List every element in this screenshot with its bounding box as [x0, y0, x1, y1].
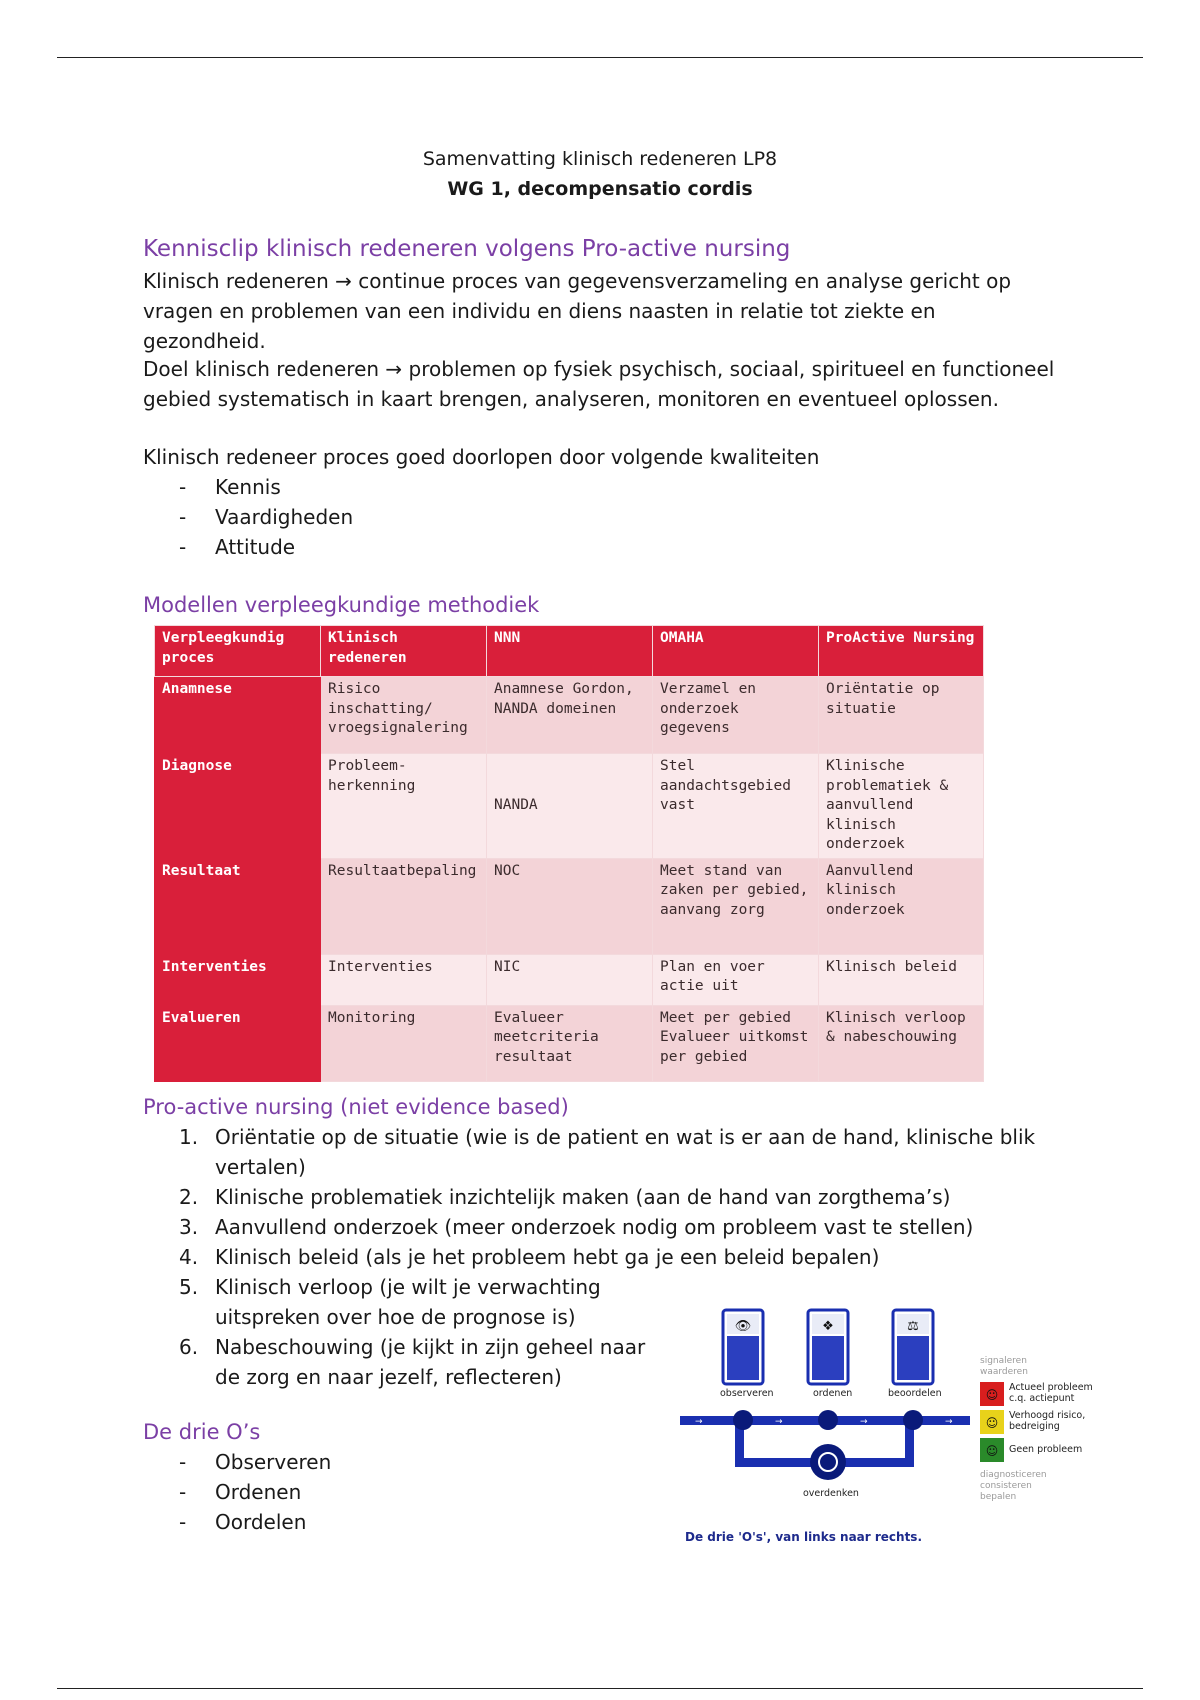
- row-header: Resultaat: [155, 858, 321, 954]
- paragraph-goal: Doel klinisch redeneren → problemen op fysiek psychisch, sociaal, spiritueel en functioneel gebied systematisch in kaart brengen, analyseren, monitoren en eventueel oplossen.: [143, 357, 1055, 411]
- paragraph-qualities: Klinisch redeneer proces goed doorlopen door volgende kwaliteiten: [143, 445, 820, 469]
- list-item: - Observeren: [143, 1447, 331, 1477]
- table-row: [155, 677, 984, 754]
- step-text: Nabeschouwing (je kijkt in zijn geheel naar de zorg en naar jezelf, reflecteren): [215, 1335, 646, 1389]
- svg-text:⚖: ⚖: [907, 1319, 919, 1334]
- ordenen-node: [818, 1410, 838, 1430]
- step-text: Oriëntatie op de situatie (wie is de patient en wat is er aan de hand, klinische blik vertalen): [215, 1125, 1036, 1179]
- label-observeren: observeren: [720, 1388, 774, 1399]
- table-cell: Klinische problematiek & aanvullend klinisch onderzoek: [819, 754, 984, 859]
- list-item: [143, 1272, 655, 1332]
- step-text: Aanvullend onderzoek (meer onderzoek nodig om probleem vast te stellen): [215, 1215, 974, 1239]
- paragraph-definition: Klinisch redeneren → continue proces van gegevensverzameling en analyse gericht op vragen en problemen van een individu en diens naasten in relatie tot ziekte en gezondheid.: [143, 269, 1012, 353]
- column-header: OMAHA: [653, 626, 819, 677]
- list-item: [143, 1182, 1085, 1212]
- step-number: 5.: [179, 1275, 199, 1299]
- step-number: 4.: [179, 1245, 199, 1269]
- table-cell: Aanvullend klinisch onderzoek: [819, 858, 984, 954]
- table-cell: Evalueer meetcriteria resultaat: [487, 1005, 653, 1081]
- side-text-diagnosticeren: diagnosticeren: [980, 1470, 1047, 1480]
- table-row: [155, 858, 984, 954]
- table-cell: Risico inschatting/ vroegsignalering: [321, 677, 487, 754]
- legend-text-red: Actueel probleem c.q. actiepunt: [1009, 1382, 1093, 1404]
- bottom-rule: [57, 1688, 1143, 1689]
- column-header: Verpleegkundig proces: [155, 626, 321, 677]
- svg-text:👁: 👁: [734, 1319, 752, 1334]
- side-text-consisteren: consisteren: [980, 1481, 1032, 1491]
- list-item: [143, 1122, 1085, 1182]
- section-heading-pro-active: Pro-active nursing (niet evidence based): [143, 1095, 569, 1119]
- step-number: 1.: [179, 1125, 199, 1149]
- step-text: Klinisch beleid (als je het probleem hebt ga je een beleid bepalen): [215, 1245, 880, 1269]
- table-cell: Resultaatbepaling: [321, 858, 487, 954]
- column-header: NNN: [487, 626, 653, 677]
- svg-text:☺: ☺: [985, 1388, 999, 1402]
- table-cell: Klinisch verloop & nabeschouwing: [819, 1005, 984, 1081]
- table-cell: NANDA: [487, 754, 653, 859]
- svg-text:→: →: [945, 1417, 953, 1427]
- observeren-gauge: [723, 1310, 763, 1384]
- table-header-row: [155, 626, 984, 677]
- list-item: - Attitude: [143, 532, 353, 562]
- table-cell: Klinisch beleid: [819, 954, 984, 1005]
- label-beoordelen: beoordelen: [888, 1388, 942, 1399]
- svg-text:→: →: [775, 1417, 783, 1427]
- row-header: Anamnese: [155, 677, 321, 754]
- table-cell: Verzamel en onderzoek gegevens: [653, 677, 819, 754]
- legend-text-green: Geen probleem: [1009, 1444, 1083, 1455]
- table-cell: Interventies: [321, 954, 487, 1005]
- table-cell: Anamnese Gordon, NANDA domeinen: [487, 677, 653, 754]
- side-text-bepalen: bepalen: [980, 1492, 1017, 1502]
- qualities-list: [143, 472, 353, 562]
- table-row: [155, 754, 984, 859]
- row-header: Interventies: [155, 954, 321, 1005]
- document-title: Samenvatting klinisch redeneren LP8: [422, 148, 778, 170]
- step-number: 6.: [179, 1335, 199, 1359]
- top-rule: [57, 57, 1143, 58]
- figure-caption: De drie 'O's', van links naar rechts.: [685, 1530, 923, 1544]
- row-header: Diagnose: [155, 754, 321, 859]
- table-cell: Stel aandachtsgebied vast: [653, 754, 819, 859]
- list-item: - Oordelen: [143, 1507, 331, 1537]
- table-cell: Plan en voer actie uit: [653, 954, 819, 1005]
- svg-text:→: →: [695, 1417, 703, 1427]
- beoordelen-gauge: [893, 1310, 933, 1384]
- list-item: [143, 1242, 1085, 1272]
- table-row: [155, 1005, 984, 1081]
- list-item: [143, 1332, 655, 1392]
- table-cell: Probleem-herkenning: [321, 754, 487, 859]
- observeren-node: [733, 1410, 753, 1430]
- beoordelen-node: [903, 1410, 923, 1430]
- label-overdenken: overdenken: [803, 1488, 859, 1499]
- table-row: [155, 954, 984, 1005]
- table-cell: Meet per gebied Evalueer uitkomst per gebied: [653, 1005, 819, 1081]
- ordenen-gauge: [808, 1310, 848, 1384]
- label-ordenen: ordenen: [813, 1388, 853, 1399]
- column-header: Klinisch redeneren: [321, 626, 487, 677]
- svg-text:❖: ❖: [822, 1319, 834, 1334]
- step-text: Klinisch verloop (je wilt je verwachting uitspreken over hoe de prognose is): [215, 1275, 601, 1329]
- step-number: 3.: [179, 1215, 199, 1239]
- list-item: [143, 1212, 1085, 1242]
- svg-text:☺: ☺: [985, 1416, 999, 1430]
- overdenken-node: [810, 1444, 846, 1480]
- table-cell: NOC: [487, 858, 653, 954]
- list-item: - Vaardigheden: [143, 502, 353, 532]
- list-item: - Kennis: [143, 472, 353, 502]
- table-cell: Meet stand van zaken per gebied, aanvang zorg: [653, 858, 819, 954]
- document-subtitle: WG 1, decompensatio cordis: [447, 178, 753, 200]
- row-header: Evalueren: [155, 1005, 321, 1081]
- table-cell: Monitoring: [321, 1005, 487, 1081]
- table-cell: NIC: [487, 954, 653, 1005]
- svg-text:→: →: [860, 1417, 868, 1427]
- drie-os-diagram: [675, 1300, 1105, 1550]
- side-text-waarderen: waarderen: [980, 1367, 1028, 1377]
- section-heading-kennisclip: Kennisclip klinisch redeneren volgens Pro-active nursing: [143, 236, 791, 262]
- drie-os-list: [143, 1447, 331, 1537]
- column-header: ProActive Nursing: [819, 626, 984, 677]
- section-heading-modellen: Modellen verpleegkundige methodiek: [143, 593, 540, 617]
- list-item: - Ordenen: [143, 1477, 331, 1507]
- step-number: 2.: [179, 1185, 199, 1209]
- legend-text-yellow: Verhoogd risico, bedreiging: [1009, 1410, 1086, 1432]
- step-text: Klinische problematiek inzichtelijk maken (aan de hand van zorgthema’s): [215, 1185, 951, 1209]
- methodiek-table: [154, 625, 984, 1082]
- svg-text:☺: ☺: [985, 1444, 999, 1458]
- table-cell: Oriëntatie op situatie: [819, 677, 984, 754]
- section-heading-drie-os: De drie O’s: [143, 1420, 261, 1444]
- side-text-signaleren: signaleren: [980, 1356, 1027, 1366]
